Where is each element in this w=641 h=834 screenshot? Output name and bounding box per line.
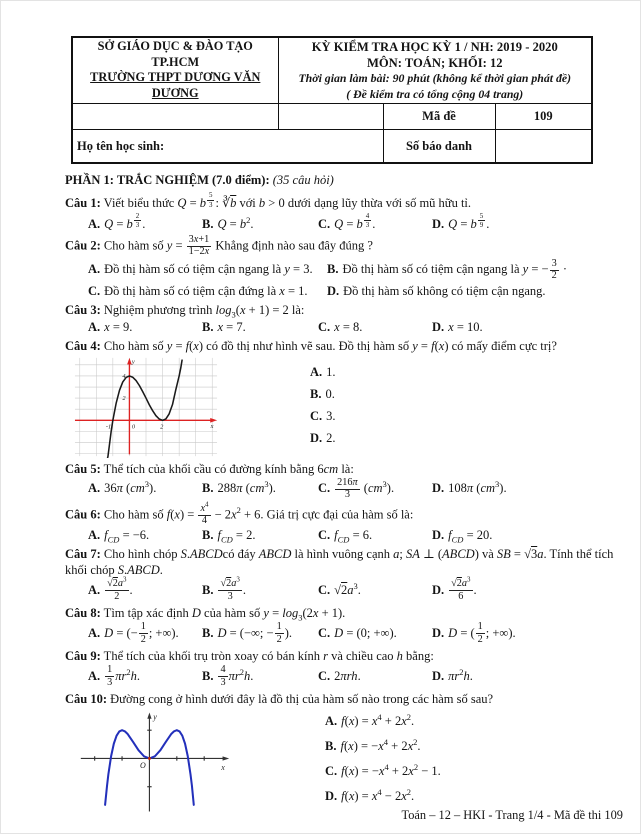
x-tick-label: -1 — [105, 423, 112, 431]
question-10-graph — [75, 709, 235, 815]
option-c: C. $√2a^3$. — [318, 580, 361, 597]
question-8 — [65, 605, 625, 645]
student-name-label: Họ tên học sinh: — [72, 129, 383, 163]
option-b: B. $f_{CD} = 2$. — [202, 528, 256, 545]
origin-label: O — [139, 761, 146, 771]
question-6-stem: Câu 6: Cho hàm số f(x) = $\frac{x^4}{4}$ − $2x^2 + 6$. Giá trị cực đại của hàm số là: — [65, 500, 414, 527]
option-d: D. $\pi r^2h$. — [432, 666, 473, 683]
option-b: B. $f(x) = -x^4 + 2x^2$. — [325, 737, 421, 754]
option-a: A. Đồ thị hàm số có tiệm cận ngang là y = 3. — [88, 262, 313, 277]
option-a: A. $\frac{1}{3}$ $\pi r^2h$. — [88, 664, 141, 688]
option-a: A. $f(x) = x^4 + 2x^2$. — [325, 712, 415, 729]
sbd-label: Số báo danh — [383, 129, 495, 163]
question-7 — [65, 546, 625, 602]
question-7-stem: Câu 7: Cho hình chóp S.ABCDcó đáy ABCD là hình vuông cạnh a; SA ⊥ (ABCD) và SB = √3a. Tính thể tích khối chóp S.ABCD. — [65, 547, 614, 578]
question-1 — [65, 192, 625, 231]
section-title: PHẦN 1: TRẮC NGHIỆM (7.0 điểm): (35 câu hỏi) — [65, 173, 334, 188]
x-axis-label: x — [210, 422, 214, 430]
question-area — [65, 172, 625, 815]
y-axis-label: y — [153, 712, 157, 722]
question-1-options — [88, 213, 625, 232]
option-c: C. D = (0; +∞). — [318, 625, 397, 640]
question-5-options — [88, 478, 625, 501]
option-c: C. Đồ thị hàm số có tiệm cận đứng là x = 1. — [88, 283, 308, 298]
sbd-value-cell — [495, 129, 592, 163]
y-tick-label: 2 — [122, 394, 126, 402]
origin-dot — [148, 757, 151, 760]
option-b: B. D = (−∞; − $\frac{1}{2}$ ). — [202, 621, 292, 645]
question-4 — [65, 338, 625, 458]
y-axis-label: y — [131, 358, 135, 366]
option-c: C. $\frac{216\pi}{3}$ $(cm^3)$. — [318, 476, 395, 501]
option-a: A. $\frac{√2a^3}{2}$ . — [88, 576, 133, 602]
question-1-stem: Câu 1: Viết biểu thức Q = b $^{\frac{5}{3}}$ : $∛\overline{b}$ với b > 0 dưới dạng lũy thừa với số mũ hữu tỉ. — [65, 191, 472, 211]
school-cell — [72, 37, 278, 103]
option-a: A. Q = b $^{\frac{2}{3}}$ . — [88, 211, 146, 231]
exam-title: KỲ KIỂM TRA HỌC KỲ 1 / NH: 2019 - 2020 — [311, 40, 558, 55]
exam-info-cell — [278, 37, 592, 103]
question-8-stem: Câu 8: Tìm tập xác định D của hàm số $y = \log_3(2x + 1)$. — [65, 606, 346, 623]
question-5-stem: Câu 5: Thể tích của khối cầu có đường kính bằng 6cm là: — [65, 461, 354, 476]
question-9-stem: Câu 9: Thể tích của khối trụ tròn xoay có bán kính r và chiều cao h bằng: — [65, 649, 434, 664]
option-a: A. x = 9. — [88, 319, 133, 334]
question-3-options — [88, 319, 625, 335]
axis-labels — [140, 713, 225, 772]
option-d: D. $\frac{√2a^3}{6}$ . — [432, 576, 477, 602]
option-d: D. D = ( $\frac{1}{2}$ ; +∞). — [432, 621, 516, 645]
question-6-options — [88, 527, 625, 543]
option-a: A. 1. — [310, 364, 336, 379]
question-8-options — [88, 622, 625, 645]
option-b: B. 288π $(cm^3)$. — [202, 478, 276, 495]
option-c: C. $f(x) = -x^4 + 2x^2 - 1$. — [325, 762, 441, 779]
question-6 — [65, 500, 625, 545]
question-9 — [65, 648, 625, 688]
option-d: D. 108π $(cm^3)$. — [432, 478, 507, 495]
option-d: D. 2. — [310, 430, 336, 445]
option-c: C. 3. — [310, 408, 336, 423]
y-tick-label: 4 — [122, 372, 126, 380]
option-b: B. Đồ thị hàm số có tiệm cận ngang là y = − $\frac{3}{2}$ · — [327, 257, 567, 282]
option-d: D. $f_{CD} = 20$. — [432, 528, 493, 545]
question-4-options — [310, 356, 340, 446]
option-b: B. $\frac{4}{3}$ $\pi r^2h$. — [202, 664, 254, 688]
header-table — [71, 36, 593, 164]
question-3-stem: Câu 3: Nghiệm phương trình $\log_3(x + 1) = 2$ là: — [65, 302, 305, 320]
question-2-stem: Câu 2: Cho hàm số y = $\frac{3x+1}{1-2x}$ Khẳng định nào sau đây đúng ? — [65, 233, 373, 258]
option-c: C. Q = b $^{\frac{4}{3}}$ . — [318, 211, 376, 231]
department-name: SỞ GIÁO DỤC & ĐÀO TẠO TP.HCM — [97, 39, 253, 69]
question-9-options — [88, 665, 625, 688]
exam-subject: MÔN: TOÁN; KHỐI: 12 — [366, 56, 503, 71]
page-footer: Toán – 12 – HKI - Trang 1/4 - Mã đề thi 109 — [401, 808, 623, 823]
option-d: D. Q = b $^{\frac{5}{9}}$ . — [432, 211, 490, 231]
empty-cell — [72, 103, 278, 129]
option-b: B. 0. — [310, 386, 335, 401]
question-4-graph — [73, 356, 219, 458]
question-2-options — [88, 259, 625, 299]
option-c: C. x = 8. — [318, 319, 363, 334]
x-tick-label: 2 — [160, 423, 164, 431]
option-d: D. $f(x) = x^4 - 2x^2$. — [325, 787, 415, 804]
x-axis-label: x — [221, 763, 225, 773]
option-d: D. Đồ thị hàm số không có tiệm cận ngang. — [327, 283, 546, 298]
option-b: B. $Q = b^2$. — [202, 214, 254, 231]
exam-code-value: 109 — [495, 103, 592, 129]
question-5 — [65, 461, 625, 501]
question-4-stem: Câu 4: Cho hàm số y = f(x) có đồ thị như hình vẽ sau. Đồ thị hàm số y = f(x) có mấy điểm cực trị? — [65, 338, 557, 353]
question-10-stem: Câu 10: Đường cong ở hình dưới đây là đồ thị của hàm số nào trong các hàm số sau? — [65, 692, 494, 707]
x-tick-label: 0 — [131, 423, 136, 431]
option-b: B. $\frac{√2a^3}{3}$ . — [202, 576, 246, 602]
option-a: A. D = (− $\frac{1}{2}$ ; +∞). — [88, 621, 179, 645]
grid-lines — [75, 357, 217, 455]
question-2 — [65, 235, 625, 299]
option-a: A. 36π $(cm^3)$. — [88, 478, 157, 495]
question-10 — [65, 691, 625, 815]
option-c: C. $f_{CD} = 6$. — [318, 528, 373, 545]
exam-code-label: Mã đề — [383, 103, 495, 129]
empty-cell — [278, 103, 383, 129]
option-b: B. x = 7. — [202, 319, 246, 334]
exam-time-note: Thời gian làm bài: 90 phút (không kể thời gian phát đề) — [298, 71, 572, 86]
option-d: D. x = 10. — [432, 319, 483, 334]
question-10-options — [325, 709, 445, 804]
question-3 — [65, 302, 625, 335]
option-a: A. $f_{CD} = -6$. — [88, 528, 150, 545]
option-c: C. 2πrh. — [318, 668, 361, 683]
exam-pages-note: ( Đề kiểm tra có tổng cộng 04 trang) — [346, 86, 524, 101]
school-name: TRƯỜNG THPT DƯƠNG VĂN DƯƠNG — [90, 70, 261, 101]
axes — [81, 713, 229, 812]
question-7-options — [88, 576, 625, 602]
